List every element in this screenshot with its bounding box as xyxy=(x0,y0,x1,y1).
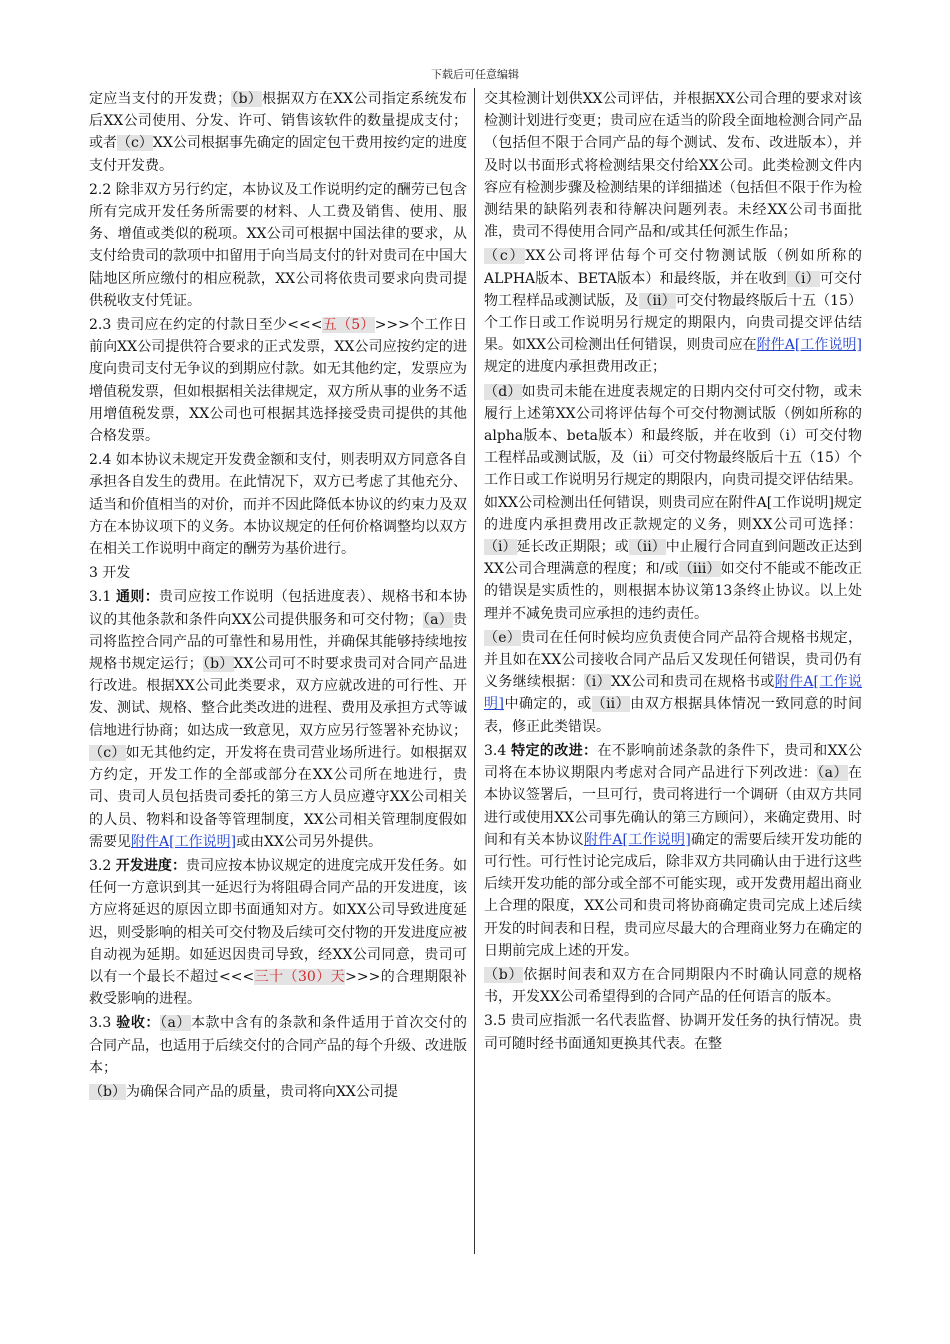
clause-3-2: 3.2 开发进度：贵司应按本协议规定的进度完成开发任务。如任何一方意识到其一延迟行为将阻碍合同产品的开发进度，该方应将延迟的原因立即书面通知对方。如XX公司导致进度延迟，则受影响的相关可交付物及后续可交付物的开发进度应被自动视为延期。如延迟因贵司导致，经XX公司同意，贵司可以有一个最长不超过<<<三十（30）天>>>的合理期限补救受影响的进程。 xyxy=(89,857,468,1008)
section-3-heading: 3 开发 xyxy=(89,565,131,582)
clause-3-5: 3.5 贵司应指派一名代表监督、协调开发任务的执行情况。贵司可随时经书面通知更换其代表。在整 xyxy=(484,1013,862,1052)
annex-a-link[interactable]: 附件A[工作说明] xyxy=(756,337,862,354)
clause-3-3: 3.3 验收：（a）本款中含有的条款和条件适用于首次交付的合同产品，也适用于后续交付的合同产品的每个升级、改进版本； xyxy=(89,1015,468,1076)
clause-2-2: 2.2 除非双方另行约定，本协议及工作说明约定的酬劳已包含所有完成开发任务所需要的材料、人工费及销售、使用、服务、增值或类似的税项。XX公司可根据中国法律的要求，从支付给贵司的款项中扣留用于向当局支付的针对贵司在中国大陆地区所应缴付的相应税款，XX公司将依贵司要求向贵司提供税收支付凭证。 xyxy=(89,181,467,309)
annex-a-link[interactable]: 附件A[工作说明] xyxy=(131,833,237,850)
clause-3-4-b: （b）依据时间表和双方在合同期限内不时确认同意的规格书，开发XX公司希望得到的合同产品的任何语言的版本。 xyxy=(484,966,862,1006)
clause-3-3-b-cont: 交其检测计划供XX公司评估，并根据XX公司合理的要求对该检测计划进行变更；贵司应在适当的阶段全面地检测合同产品（包括但不限于合同产品的每个测试、发布、改进版本），并及时以书面形式将检测结果交付给XX公司。此类检测文件内容应有检测步骤及检测结果的详细描述（包括但不限于作为检测结果的缺陷列表和待解决问题列表。未经XX公司书面批准，贵司不得使用合同产品和/或其任何派生作品； xyxy=(484,91,862,241)
column-divider xyxy=(474,88,475,1254)
annex-a-link[interactable]: 附件A[工作说明] xyxy=(484,674,863,713)
clause-2-4: 2.4 如本协议未规定开发费金额和支付，则表明双方同意各自承担各自发生的费用。在此情况下，双方已考虑了其他充分、适当和价值相当的对价，而并不因此降低本协议的约束力及双方在本协议项下的义务。本协议规定的任何价格调整均以双方在相关工作说明中商定的酬劳为基价进行。 xyxy=(89,452,467,558)
clause-2-1-tail: 定应当支付的开发费；（b）根据双方在XX公司指定系统发布后XX公司使用、分发、许可、销售该软件的数量提成支付；或者（c）XX公司根据事先确定的固定包干费用按约定的进度支付开发费。 xyxy=(89,91,468,174)
invoice-days-placeholder: 五（5） xyxy=(322,317,375,334)
annex-a-link[interactable]: 附件A[工作说明] xyxy=(583,831,691,848)
clause-3-1: 3.1 通则：贵司应按工作说明（包括进度表）、规格书和本协议的其他条款和条件向XX公司提供服务和可交付物；（a）贵司将监控合同产品的可靠性和易用性，并确保其能够持续地按规格书规定运行；（b）XX公司可不时要求贵司对合同产品进行改进。根据XX公司此类要求，双方应就改进的可行性、开发、测试、规格、整合此类改进的进程、费用及承担方式等诚信地进行协商；如达成一致意见，双方应另行签署补充协议；（c）如无其他约定，开发将在贵司营业场所进行。如根据双方约定，开发工作的全部或部分在XX公司所在地进行，贵司、贵司人员包括贵司委托的第三方人员应遵守XX公司相关的人员、物料和设备等管理制度，XX公司相关管理制度假如需要见附件A[工作说明]或由XX公司另外提供。 xyxy=(89,589,468,850)
right-column xyxy=(484,88,862,1057)
clause-3-3-b: （b）为确保合同产品的质量，贵司将向XX公司提 xyxy=(89,1083,398,1100)
left-column xyxy=(89,88,467,1105)
page-header: 下载后可任意编辑 xyxy=(431,68,519,81)
remedy-days-placeholder: 三十（30）天 xyxy=(254,968,346,985)
clause-3-3-d: （d）如贵司未能在进度表规定的日期内交付可交付物，或未履行上述第XX公司将评估每个可交付物测试版（例如所称的alpha版本、beta版本）和最终版，并在收到（i）可交付物工程样品或测试版，及（ii）可交付物最终版后十五（15）个工作日或工作说明另行规定的期限内，向贵司提交评估结果。如XX公司检测出任何错误，则贵司应在附件A[工作说明]规定的进度内承担费用改正款规定的义务，则XX公司可选择：（i）延长改正期限；或（ii）中止履行合同直到问题改正达到XX公司合理满意的程度；和/或（iii）如交付不能或不能改正的错误是实质性的，则根据本协议第13条终止协议。以上处理并不减免贵司应承担的违约责任。 xyxy=(484,383,863,622)
clause-2-3: 2.3 贵司应在约定的付款日至少<<<五（5）>>>个工作日前向XX公司提供符合要求的正式发票，XX公司应按约定的进度向贵司支付无争议的到期应付款。如无其他约定，发票应为增值税发票，但如根据相关法律规定，双方所从事的业务不适用增值税发票，XX公司也可根据其选择接受贵司提供的其他合格发票。 xyxy=(89,317,467,445)
clause-3-3-e: （e）贵司在任何时候均应负责使合同产品符合规格书规定，并且如在XX公司接收合同产品后又发现任何错误，贵司仍有义务继续根据：（i）XX公司和贵司在规格书或附件A[工作说明]中确定的，或（ii）由双方根据具体情况一致同意的时间表，修正此类错误。 xyxy=(484,629,863,735)
clause-3-4: 3.4 特定的改进：在不影响前述条款的条件下，贵司和XX公司将在本协议期限内考虑对合同产品进行下列改进：（a）在本协议签署后，一旦可行，贵司将进行一个调研（由双方共同进行或使用XX公司事先确认的第三方顾问），来确定费用、时间和有关本协议附件A[工作说明]确定的需要后续开发功能的可行性。可行性讨论完成后，除非双方共同确认由于进行这些后续开发功能的部分或全部不可能实现，或开发费用超出商业上合理的限度，XX公司和贵司将协商确定贵司完成上述后续开发的时间表和日程，贵司应尽最大的合理商业努力在确定的日期前完成上述的开发。 xyxy=(484,742,863,959)
clause-3-3-c: （c）XX公司将评估每个可交付物测试版（例如所称的ALPHA版本、BETA版本）和最终版，并在收到（i）可交付物工程样品或测试版，及（ii）可交付物最终版后十五（15）个工作日或工作说明另行规定的期限内，向贵司提交评估结果。如XX公司检测出任何错误，则贵司应在附件A[工作说明]规定的进度内承担费用改正； xyxy=(484,248,863,376)
